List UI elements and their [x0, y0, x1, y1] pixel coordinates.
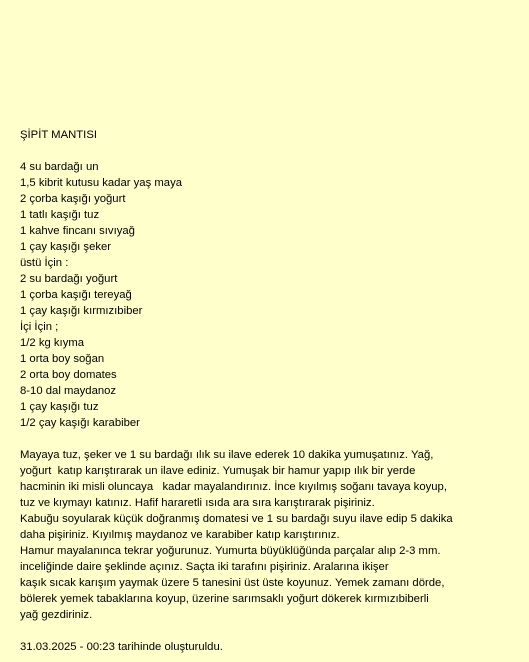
ingredient-line: 2 çorba kaşığı yoğurt: [20, 193, 126, 205]
spacer: [20, 431, 525, 447]
instruction-line: Kabuğu soyularak küçük doğranmış domatesi ve 1 su bardağı suyu ilave edip 5 dakika: [20, 513, 453, 525]
ingredient-line: 1 çay kaşığı tuz: [20, 401, 99, 413]
ingredient-line: 2 orta boy domates: [20, 369, 117, 381]
instruction-line: bölerek yemek tabaklarına koyup, üzerine sarımsaklı yoğurt dökerek kırmızıbiberli: [20, 593, 429, 605]
ingredient-line: 1,5 kibrit kutusu kadar yaş maya: [20, 177, 182, 189]
instruction-line: Mayaya tuz, şeker ve 1 su bardağı ılık su ilave ederek 10 dakika yumuşatınız. Yağ,: [20, 449, 434, 461]
instruction-line: inceliğinde daire şeklinde açınız. Saçta iki tarafını pişiriniz. Aralarına ikişer: [20, 561, 389, 573]
ingredient-line: 1 tatlı kaşığı tuz: [20, 209, 100, 221]
created-timestamp: 31.03.2025 - 00:23 tarihinde oluşturuldu.: [20, 641, 223, 653]
ingredient-line: 4 su bardağı un: [20, 161, 99, 173]
instruction-line: yoğurt katıp karıştırarak un ilave ediniz. Yumuşak bir hamur yapıp ılık bir yerde: [20, 465, 416, 477]
instruction-line: daha pişiriniz. Kıyılmış maydanoz ve karabiber katıp karıştırınız.: [20, 529, 340, 541]
recipe-document: [20, 127, 525, 655]
ingredient-line: 1 çay kaşığı kırmızıbiber: [20, 305, 143, 317]
ingredient-line: 1/2 çay kaşığı karabiber: [20, 417, 140, 429]
ingredient-line: 1 çorba kaşığı tereyağ: [20, 289, 132, 301]
filling-heading: İçi İçin ;: [20, 321, 59, 333]
spacer: [20, 623, 525, 639]
ingredient-line: 2 su bardağı yoğurt: [20, 273, 118, 285]
ingredient-list: [20, 159, 525, 431]
spacer: [20, 143, 525, 159]
ingredient-line: 1 kahve fincanı sıvıyağ: [20, 225, 135, 237]
instruction-line: Hamur mayalanınca tekrar yoğurunuz. Yumurta büyüklüğünda parçalar alıp 2-3 mm.: [20, 545, 441, 557]
ingredient-line: 1 orta boy soğan: [20, 353, 105, 365]
instructions-paragraph: [20, 447, 525, 623]
instruction-line: yağ gezdiriniz.: [20, 609, 93, 621]
ingredient-line: 1 çay kaşığı şeker: [20, 241, 112, 253]
recipe-title: ŞİPİT MANTISI: [20, 129, 97, 141]
topping-heading: üstü İçin :: [20, 257, 69, 269]
instruction-line: kaşık sıcak karışım yaymak üzere 5 tanesini üst üste koyunuz. Yemek zamanı dörde,: [20, 577, 445, 589]
instruction-line: hacminin iki misli oluncaya kadar mayalandırınız. İnce kıyılmış soğanı tavaya koyup,: [20, 481, 447, 493]
instruction-line: tuz ve kıymayı katınız. Hafif hararetli ısıda ara sıra karıştırarak pişiriniz.: [20, 497, 375, 509]
ingredient-line: 1/2 kg kıyma: [20, 337, 85, 349]
ingredient-line: 8-10 dal maydanoz: [20, 385, 117, 397]
